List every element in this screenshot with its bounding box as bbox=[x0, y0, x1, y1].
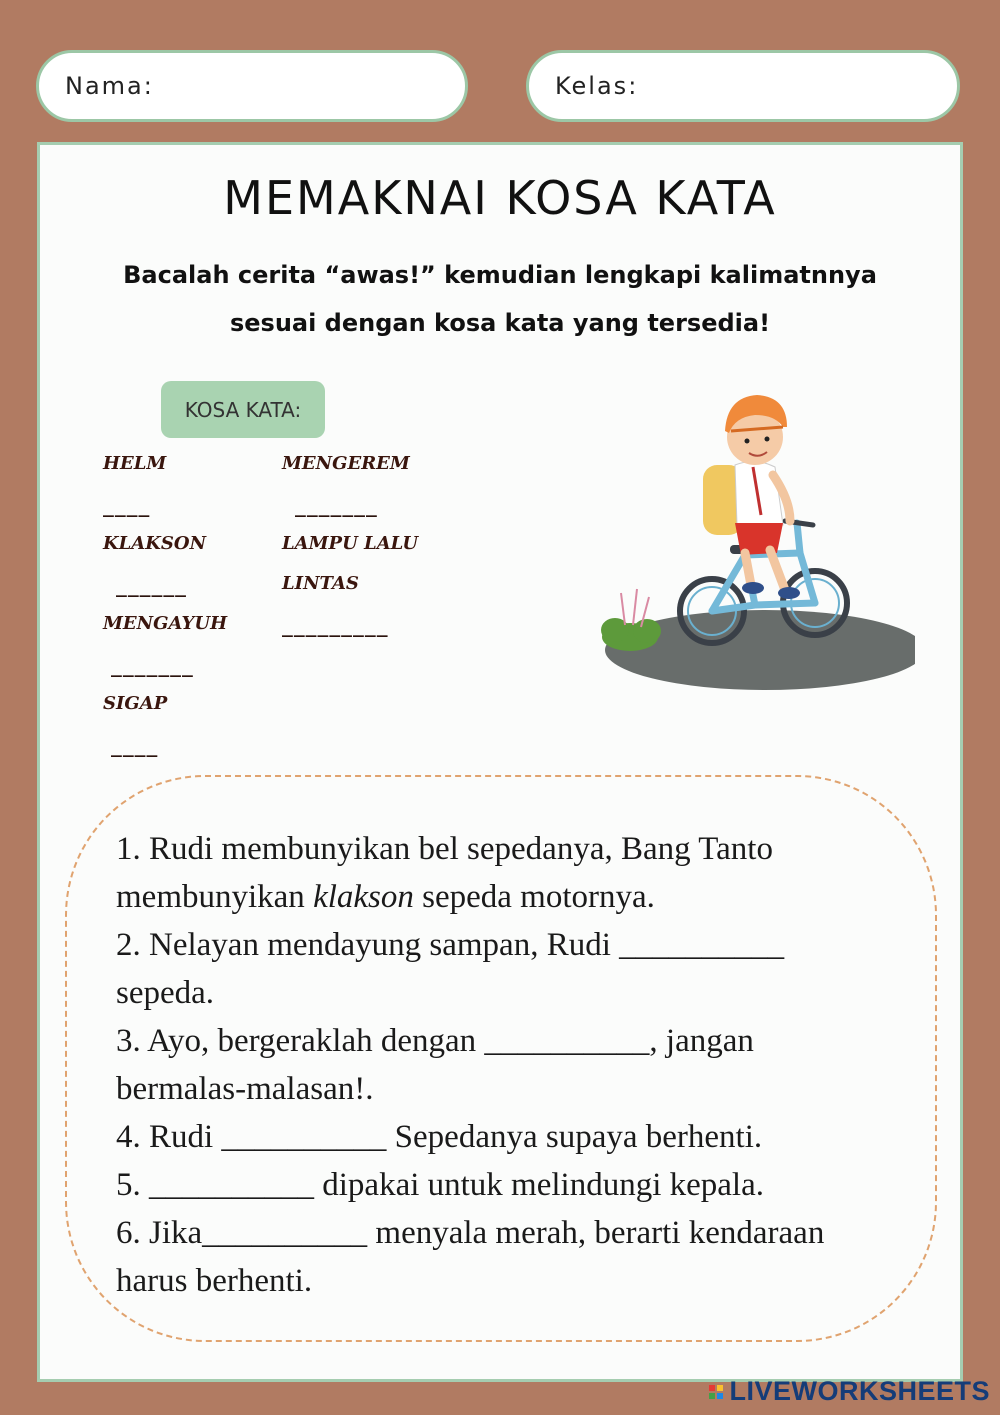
sentence-1-after: sepeda motornya. bbox=[413, 879, 655, 915]
worksheet-panel bbox=[37, 142, 963, 1382]
class-input[interactable] bbox=[646, 63, 933, 109]
liveworksheets-logo bbox=[709, 1376, 990, 1407]
boy-riding-bicycle-icon bbox=[585, 375, 915, 705]
class-field bbox=[526, 50, 960, 122]
instructions bbox=[80, 251, 920, 347]
vocab-word-mengerem: MENGEREM bbox=[282, 453, 410, 474]
instruction-line-2: sesuai dengan kosa kata yang tersedia! bbox=[229, 309, 771, 337]
vocab-blank-sigap: ____ bbox=[111, 737, 159, 758]
vocab-word-lampu-line1: LAMPU LALU bbox=[282, 533, 419, 554]
name-input[interactable] bbox=[162, 63, 441, 109]
vocab-word-mengayuh: MENGAYUH bbox=[103, 613, 228, 634]
logo-square-blue bbox=[717, 1393, 723, 1399]
logo-mark-icon bbox=[709, 1385, 723, 1399]
sentence-6: 6. Jika__________ menyala merah, berarti kendaraan harus berhenti. bbox=[116, 1215, 825, 1299]
sentence-4: 4. Rudi __________ Sepedanya supaya berhenti. bbox=[116, 1119, 763, 1155]
sentence-3: 3. Ayo, bergeraklah dengan __________, jangan bermalas-malasan!. bbox=[116, 1023, 754, 1107]
sentence-1 bbox=[116, 825, 876, 921]
class-label: Kelas: bbox=[555, 72, 639, 100]
page-title: MEMAKNAI KOSA KATA bbox=[223, 171, 777, 225]
logo-square-yellow bbox=[717, 1385, 723, 1391]
sentence-1-before: 1. Rudi membunyikan bel sepedanya, Bang Tanto membunyikan bbox=[116, 831, 773, 915]
vocab-blank-helm: ____ bbox=[103, 497, 151, 518]
name-field bbox=[36, 50, 468, 122]
logo-text: LIVEWORKSHEETS bbox=[729, 1376, 990, 1406]
vocab-blank-lampu: _________ bbox=[282, 617, 389, 638]
logo-square-green bbox=[709, 1393, 715, 1399]
sentence-5: 5. __________ dipakai untuk melindungi kepala. bbox=[116, 1167, 764, 1203]
vocab-word-sigap: SIGAP bbox=[103, 693, 168, 714]
vocab-word-helm: HELM bbox=[103, 453, 167, 474]
vocab-blank-mengerem: _______ bbox=[295, 497, 378, 518]
vocab-word-klakson: KLAKSON bbox=[103, 533, 207, 554]
sentence-2: 2. Nelayan mendayung sampan, Rudi __________ sepeda. bbox=[116, 927, 785, 1011]
sentence-1-keyword: klakson bbox=[313, 879, 414, 915]
vocab-blank-mengayuh: _______ bbox=[111, 657, 194, 678]
vocabulary-badge: KOSA KATA: bbox=[161, 381, 325, 438]
vocab-word-lampu-line2: LINTAS bbox=[282, 573, 359, 594]
vocab-blank-klakson: ______ bbox=[116, 577, 188, 598]
sentence-list bbox=[116, 825, 876, 1305]
instruction-line-1: Bacalah cerita “awas!” kemudian lengkapi kalimatnnya bbox=[123, 261, 877, 289]
name-label: Nama: bbox=[65, 72, 154, 100]
logo-square-red bbox=[709, 1385, 715, 1391]
